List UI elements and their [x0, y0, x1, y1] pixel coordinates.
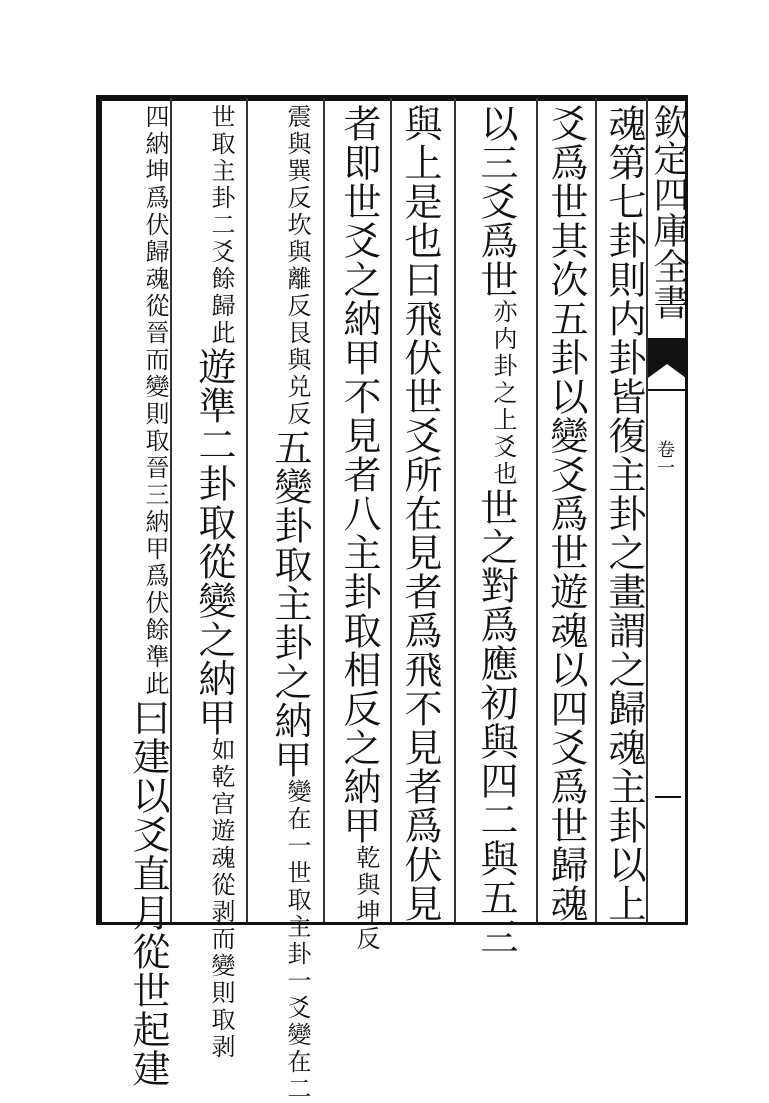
text-column [250, 104, 312, 1103]
column-divider [454, 98, 456, 922]
annotation-note: 離反艮與兑反 [283, 266, 311, 428]
column-divider [595, 98, 597, 922]
text-column [540, 104, 588, 923]
main-text: 魂第七卦則内卦皆復主卦之畫謂之歸魂主卦以上 [602, 104, 646, 923]
text-column [174, 104, 236, 1061]
annotation-note: 坤反 [352, 899, 380, 953]
column-divider [536, 98, 538, 922]
main-text: 五變卦取主卦之納甲 [268, 428, 312, 779]
collection-title: 欽定四庫全書 [648, 104, 689, 320]
main-text: 與上是也曰飛伏世爻所在見者爲飛不見者爲伏見 [398, 104, 442, 923]
main-text: 爻爲世其次五卦以變爻爲世遊魂以四爻爲世歸魂 [544, 104, 588, 923]
annotation-note: 亦内卦之 [489, 299, 517, 407]
text-column [458, 104, 518, 956]
annotation-note: 四納坤爲伏歸魂從晉而變 [141, 104, 169, 401]
annotation-note: 上爻也 [489, 407, 517, 488]
annotation-note: 變在一世取主 [283, 779, 311, 941]
main-text: 曰建以爻直月從世起建 [126, 698, 170, 1088]
text-column [327, 104, 381, 953]
main-text: 遊準二卦取從變之納甲 [192, 347, 236, 737]
text-column [394, 104, 442, 923]
column-divider [246, 98, 248, 922]
annotation-note: 震與巽反坎與 [283, 104, 311, 266]
left-border-rule [96, 95, 102, 925]
annotation-note: 則取晉三納甲爲伏餘準此 [141, 401, 169, 698]
column-divider [390, 98, 392, 922]
main-text: 者即世爻之納甲不見者八主卦取相反之納甲 [337, 104, 381, 845]
annotation-note: 剥而變則取剥 [207, 899, 235, 1061]
annotation-note: 如乾宫遊魂從 [207, 737, 235, 899]
main-text: 以三爻爲世 [474, 104, 518, 299]
column-divider [170, 98, 172, 922]
text-column [104, 104, 170, 1088]
annotation-note: 爻餘歸此 [207, 239, 235, 347]
text-column [598, 104, 646, 923]
annotation-note: 乾與 [352, 845, 380, 899]
column-divider [323, 98, 325, 922]
margin-rule [655, 796, 681, 798]
main-text: 世之對爲應初與四二與五三 [474, 488, 518, 956]
top-border-rule [96, 95, 688, 101]
fish-tail-mark [648, 338, 686, 398]
volume-label: 卷一 [654, 440, 675, 476]
annotation-note: 卦一爻變在二 [283, 941, 311, 1103]
annotation-note: 世取主卦二 [207, 104, 235, 239]
